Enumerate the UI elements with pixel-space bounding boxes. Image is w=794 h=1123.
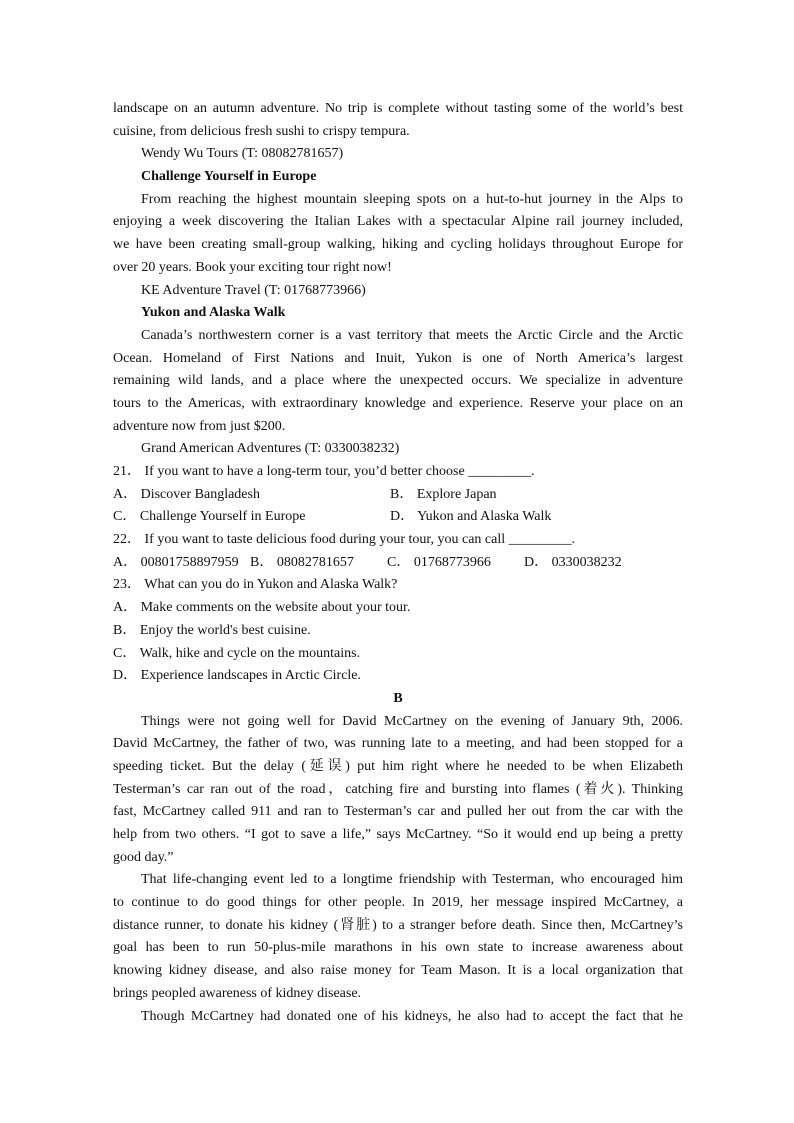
text-line: Things were not going well for David McCartney on the evening of January 9th, 2006. <box>141 713 683 729</box>
contact-wendy-wu: Wendy Wu Tours (T: 08082781657) <box>141 146 344 162</box>
option-b: B． 08082781657 <box>250 554 354 570</box>
text-line: over 20 years. Book your exciting tour right now! <box>113 259 392 275</box>
contact-ke-adventure: KE Adventure Travel (T: 01768773966) <box>141 282 366 298</box>
text-line: goal has been to run 50-plus-mile marathons in his own state to increase awareness about <box>113 940 683 956</box>
text-line: That life-changing event led to a longtime friendship with Testerman, who encouraged him <box>141 872 683 888</box>
question-21-options-row-1 <box>113 484 683 507</box>
option-d: D． Yukon and Alaska Walk <box>390 509 552 525</box>
text-line: brings peopled awareness of kidney disease. <box>113 985 362 1001</box>
passage-b-heading: B <box>393 690 403 706</box>
text-line: knowing kidney disease, and also raise money for Team Mason. It is a local organization that <box>113 963 683 979</box>
text-line: tours to the Americas, with extraordinary knowledge and experience. Reserve your place on an <box>113 395 683 411</box>
section-title-europe: Challenge Yourself in Europe <box>141 169 317 185</box>
text-line: David McCartney, the father of two, was running late to a meeting, and had been stopped for a <box>113 736 683 752</box>
text-line: From reaching the highest mountain sleeping spots on a hut-to-hut journey in the Alps to <box>141 191 683 207</box>
question-22-options <box>113 552 683 575</box>
text-line: to continue to do good things for other people. In 2019, her message inspired McCartney, a <box>113 895 683 911</box>
option-d: D． 0330038232 <box>524 554 622 570</box>
option-d: D． Experience landscapes in Arctic Circle. <box>113 668 362 684</box>
option-c: C． 01768773966 <box>387 554 491 570</box>
text-line: Canada’s northwestern corner is a vast territory that meets the Arctic Circle and the Arctic <box>141 327 683 343</box>
text-line: enjoying a week discovering the Italian Lakes with a spectacular Alpine rail journey included, <box>113 214 683 230</box>
option-c: C． Challenge Yourself in Europe <box>113 509 306 525</box>
document-page <box>113 98 683 1028</box>
text-line: Testerman’s car ran out of the road，catching fire and bursting into flames (着火). Thinking <box>113 781 683 797</box>
question-22-stem: 22． If you want to taste delicious food during your tour, you can call _________. <box>113 532 576 548</box>
text-line: cuisine, from delicious fresh sushi to crispy tempura. <box>113 123 410 139</box>
question-23-stem: 23． What can you do in Yukon and Alaska Walk? <box>113 577 398 593</box>
text-line: Ocean. Homeland of First Nations and Inuit, Yukon is one of North America’s largest <box>113 350 683 366</box>
text-line: remaining wild lands, and a place where the unexpected occurs. We specialize in adventure <box>113 373 683 389</box>
question-21-options-row-2 <box>113 506 683 529</box>
text-line: help from two others. “I got to save a life,” says McCartney. “So it would end up being a pretty <box>113 827 683 842</box>
option-a: A． 00801758897959 <box>113 554 239 570</box>
section-title-yukon: Yukon and Alaska Walk <box>141 305 286 321</box>
option-a: A． Make comments on the website about your tour. <box>113 600 411 616</box>
question-21-stem: 21． If you want to have a long-term tour, you’d better choose _________. <box>113 464 535 479</box>
text-line: fast, McCartney called 911 and ran to Testerman’s car and pulled her out from the car with the <box>113 804 683 820</box>
text-line: Though McCartney had donated one of his kidneys, he also had to accept the fact that he <box>141 1008 683 1024</box>
text-line: distance runner, to donate his kidney (肾脏) to a stranger before death. Since then, McCartney’s <box>113 917 683 933</box>
text-line: adventure now from just $200. <box>113 418 286 434</box>
option-c: C． Walk, hike and cycle on the mountains. <box>113 645 361 661</box>
text-line: good day.” <box>113 849 174 865</box>
option-b: B． Enjoy the world's best cuisine. <box>113 622 311 638</box>
text-line: speeding ticket. But the delay (延误) put him right where he needed to be when Elizabeth <box>113 758 683 774</box>
option-b: B． Explore Japan <box>390 486 497 502</box>
text-line: we have been creating small-group walking, hiking and cycling holidays throughout Europe for <box>113 237 683 253</box>
contact-grand-american: Grand American Adventures (T: 0330038232) <box>141 441 400 457</box>
option-a: A． Discover Bangladesh <box>113 486 260 502</box>
text-line: landscape on an autumn adventure. No trip is complete without tasting some of the world’s best <box>113 101 683 116</box>
